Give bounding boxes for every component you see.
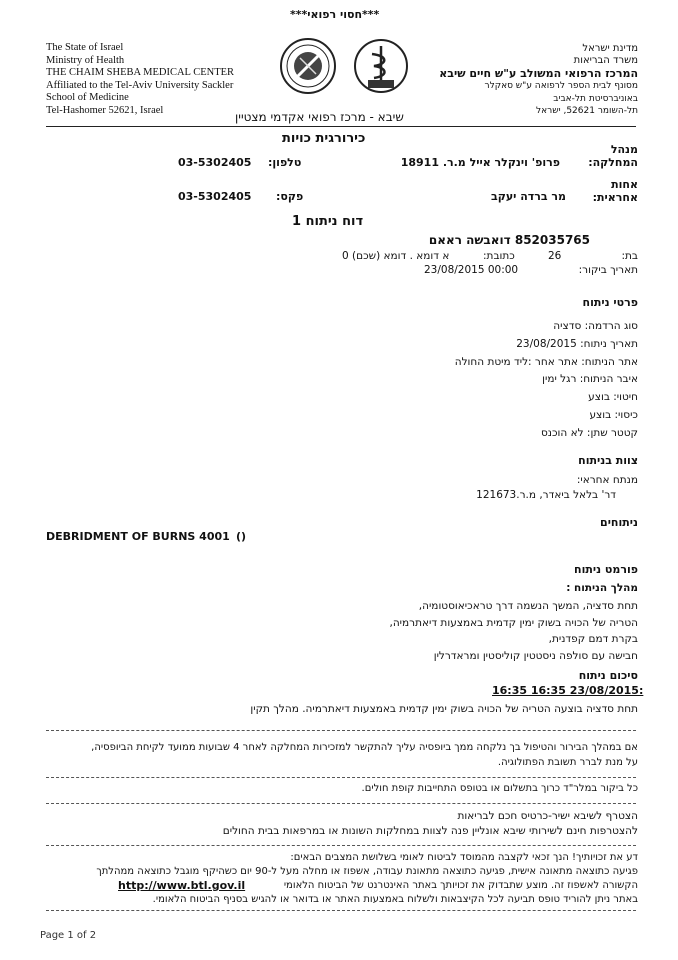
patient-age-label: בת: <box>621 250 638 262</box>
biopsy-notice-line: אם במהלך הבירור והטיפול בך נלקחה ממך ביופסיה עליך להתקשר למזכירות המחלקה לאחר 4 שבועות ממועד לקיחת הביופסיה, <box>91 742 638 753</box>
btl-website-link[interactable]: http://www.btl.gov.il <box>118 879 246 892</box>
notice-divider <box>46 803 636 804</box>
english-header-line: Ministry of Health <box>46 54 125 66</box>
protocol-line: חבישה עם סולפה ניסטטין קוליסטין ומראדרלין <box>433 649 638 662</box>
english-header <box>46 42 234 118</box>
english-header-line: THE CHAIM SHEBA MEDICAL CENTER <box>46 67 235 79</box>
procedures-heading: ניתוחים <box>600 516 638 529</box>
fax-label: פקס: <box>276 190 304 203</box>
english-header-line: The State of Israel <box>46 42 124 53</box>
summary-heading: סיכום ניתוח <box>578 669 638 682</box>
surgery-detail-row: איבר הניתוח: רגל ימין <box>542 373 638 386</box>
rights-notice-line: באתר ניתן להוריד טופס תביעה לכל הקיצבאות ולשלוח באמצעות האתר או בדואר או להגיש בסניף הביטוח הלאומי. <box>152 894 638 905</box>
hebrew-header-line: מסונף לבית הספר לרפואה ע"ש סאקלר <box>484 81 638 92</box>
sheba-notice-line: להצטרפות חינם לשירותי שיבא אונליין פנה לצוות במחלקות השונות או במרפאות בבית החולים <box>222 825 638 837</box>
director-label-line: מנהל <box>610 143 638 156</box>
sheba-notice-line: הצטרף לשיבא ישיר-כרטיס חכם לבריאות <box>457 810 638 822</box>
ministry-of-health-logo-icon <box>352 36 410 100</box>
surgery-detail-row: כיסוי: בוצע <box>589 408 638 421</box>
hebrew-header-line: באוניברסיטת תל-אביב <box>553 93 638 104</box>
surgery-detail-row: אתר הניתוח: אתר אחר :ליד מיטת החולה <box>454 355 638 368</box>
lead-surgeon-label: מנתח אחראי: <box>576 474 638 486</box>
protocol-lines <box>389 598 638 664</box>
english-header-line: Affiliated to the Tel-Aviv University Sackler <box>46 79 234 91</box>
patient-address-label: כתובת: <box>483 250 515 262</box>
english-header-line: School of Medicine <box>46 92 129 104</box>
surgery-detail-row: תאריך ניתוח: 23/08/2015 <box>516 337 638 350</box>
patient-address: א דומא . דומא (שכם) 0 <box>342 250 450 262</box>
patient-age: 26 <box>548 250 562 262</box>
protocol-heading: פורמט ניתוח <box>574 563 638 576</box>
surgery-detail-row: סוג הרדמה: סדציה <box>553 320 638 332</box>
surgery-detail-row: קטטר שתן: לא הוכנס <box>540 426 638 439</box>
rights-notice-line: הקשורה לאשפוז זה. מוצע שתבדוק את זכויותך באתר האינטרנט של הביטוח הלאומי <box>283 880 638 891</box>
clinic-notice: כל ביקור במלר"ד כרוך בתשלום או בטופס התחייבות קופת חולים. <box>361 783 638 794</box>
hebrew-header-line: מדינת ישראל <box>582 43 638 54</box>
protocol-line: תחת סדציה, המשך הנשמה דרך טראכיאוסטומיה, <box>418 600 638 612</box>
procedure-item: DEBRIDMENT OF BURNS 4001 <box>46 530 230 543</box>
page-number: Page 1 of 2 <box>40 930 97 941</box>
hebrew-header-line: תל-השומר 52621, ישראל <box>535 106 638 117</box>
summary-divider <box>46 730 636 731</box>
course-heading: מהלך הניתוח : <box>566 582 638 594</box>
notice-divider <box>46 910 636 911</box>
biopsy-notice-line: על מנת לברר תשובת הפתולוגיה. <box>497 757 638 768</box>
surgery-details-list <box>455 318 638 443</box>
department-title: כירורגית כויות <box>282 131 366 146</box>
phone-label: טלפון: <box>268 156 302 169</box>
hebrew-header-line: משרד הבריאות <box>573 55 638 67</box>
surgery-detail-row: חיטוי: בוצע <box>588 391 638 404</box>
protocol-line: בקרת דמם קפדנית, <box>548 633 638 646</box>
nurse-name: מר ברדה יעקב <box>491 190 566 203</box>
english-header-line: Tel-Hashomer 52621, Israel <box>46 104 164 116</box>
phone-number: 03-5302405 <box>178 156 252 169</box>
notice-divider <box>46 845 636 846</box>
nurse-label-line: אחות <box>611 178 638 191</box>
header-divider <box>46 126 636 127</box>
institute-line: שיבא - מרכז רפואי אקדמי מצטיין <box>235 110 404 124</box>
patient-id-name: 852035765 דואבשה ראאם <box>428 233 590 247</box>
director-label <box>588 143 638 169</box>
hebrew-header-line: המרכז הרפואי המשולב ע"ש חיים שיבא <box>439 66 638 80</box>
visit-date-label: תאריך ביקור: <box>578 264 638 276</box>
hebrew-header <box>439 43 638 117</box>
director-name: פרופ' וינקלר אייל מ.ר. 18911 <box>400 156 560 169</box>
medical-center-seal-icon <box>278 36 338 100</box>
procedure-item-suffix: () <box>236 530 247 543</box>
nurse-label <box>593 178 638 204</box>
report-title: דוח ניתוח 1 <box>292 214 364 229</box>
summary-datetime: 16:35 16:35 23/08/2015: <box>492 684 644 697</box>
notice-divider <box>46 777 636 778</box>
confidential-label: ***חסוי רפואי*** <box>290 8 380 21</box>
lead-surgeon-name: דר' בלאל ביאדר, מ.ר.121673 <box>476 489 616 501</box>
summary-text: תחת סדציה בוצעה הטריה של הכויה בשוק ימין קדמית באמצעות דיאתרמיה. מהלך תקין <box>250 703 638 715</box>
rights-notice-line: פגיעה כתוצאה מתאונה אישית, פגיעה כתוצאה מתאונת עבודה, אשפוז או מחלה מעל ל-90 יום כשהיקף מוגבל כתוצאה ממהלתך <box>96 866 638 877</box>
surgery-details-heading: פרטי ניתוח <box>582 296 638 309</box>
nurse-label-line: אחראית: <box>592 191 638 204</box>
fax-number: 03-5302405 <box>178 190 252 203</box>
team-heading: צוות בניתוח <box>578 454 638 467</box>
director-label-line: המחלקה: <box>588 156 638 169</box>
rights-notice-line: דע את זכויותיך! הנך זכאי לקצבה מהמוסד לביטוח לאומי בשלושת המצבים הבאים: <box>290 852 638 863</box>
visit-date: 23/08/2015 00:00 <box>424 264 519 276</box>
protocol-line: הטריה של הכויה בשוק ימין קדמית באמצעות דיאתרמיה, <box>389 616 638 629</box>
